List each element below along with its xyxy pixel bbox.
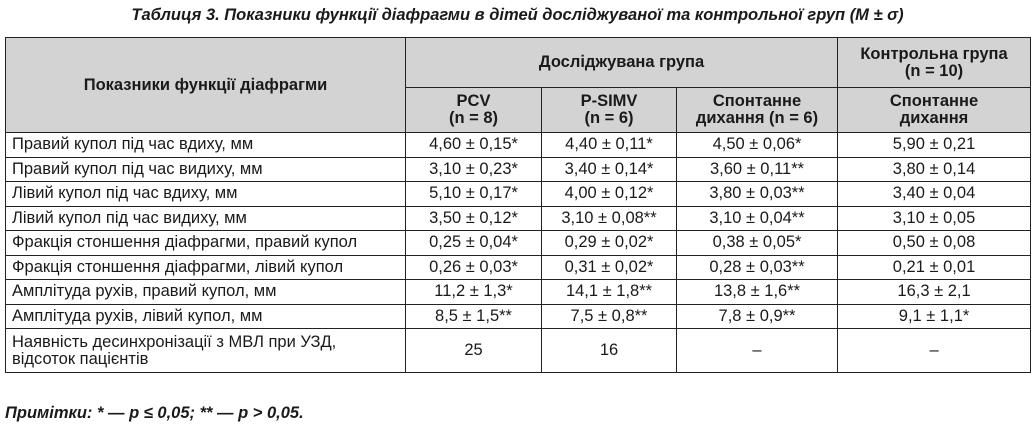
row-label: Амплітуда рухів, правий купол, мм — [6, 280, 406, 305]
table-row — [6, 280, 1031, 305]
row-label: Лівий купол під час вдиху, мм — [6, 182, 406, 207]
table-row — [6, 329, 1031, 373]
diaphragm-function-table — [5, 37, 1031, 373]
cell-value: 13,8 ± 1,6** — [677, 280, 838, 305]
row-label: Амплітуда рухів, лівий купол, мм — [6, 304, 406, 329]
cell-value: 0,28 ± 0,03** — [677, 255, 838, 280]
cell-value: 3,80 ± 0,14 — [838, 157, 1031, 182]
cell-value: 7,5 ± 0,8** — [542, 304, 677, 329]
header-indicator: Показники функції діафрагми — [6, 38, 406, 133]
cell-value: 3,10 ± 0,05 — [838, 206, 1031, 231]
cell-value: 4,40 ± 0,11* — [542, 133, 677, 158]
cell-value: 25 — [406, 329, 542, 373]
table-row — [6, 157, 1031, 182]
row-label: Правий купол під час вдиху, мм — [6, 133, 406, 158]
table-row — [6, 133, 1031, 158]
table-body — [6, 133, 1031, 373]
row-label: Фракція стоншення діафрагми, лівий купол — [6, 255, 406, 280]
cell-value: 3,50 ± 0,12* — [406, 206, 542, 231]
cell-value: 16,3 ± 2,1 — [838, 280, 1031, 305]
cell-value: 3,40 ± 0,14* — [542, 157, 677, 182]
header-spontaneous-control: Спонтанне дихання — [838, 88, 1031, 133]
table-row — [6, 255, 1031, 280]
row-label: Правий купол під час видиху, мм — [6, 157, 406, 182]
cell-value: 4,50 ± 0,06* — [677, 133, 838, 158]
cell-value: 5,10 ± 0,17* — [406, 182, 542, 207]
table-notes: Примітки: * — p ≤ 0,05; ** — p > 0,05. — [5, 404, 304, 422]
table-row — [6, 182, 1031, 207]
cell-value: 3,10 ± 0,23* — [406, 157, 542, 182]
row-label: Лівий купол під час видиху, мм — [6, 206, 406, 231]
cell-value: 0,21 ± 0,01 — [838, 255, 1031, 280]
header-study-group: Досліджувана група — [406, 38, 838, 88]
header-spontaneous-study: Спонтанне дихання (n = 6) — [677, 88, 838, 133]
header-control-group: Контрольна група (n = 10) — [838, 38, 1031, 88]
cell-value: 0,25 ± 0,04* — [406, 231, 542, 256]
cell-value: 0,50 ± 0,08 — [838, 231, 1031, 256]
cell-value: 5,90 ± 0,21 — [838, 133, 1031, 158]
cell-value: 3,40 ± 0,04 — [838, 182, 1031, 207]
cell-value: 3,60 ± 0,11** — [677, 157, 838, 182]
cell-value: 0,38 ± 0,05* — [677, 231, 838, 256]
header-pcv: PCV (n = 8) — [406, 88, 542, 133]
cell-value: 0,29 ± 0,02* — [542, 231, 677, 256]
row-label: Наявність десинхронізації з МВЛ при УЗД, відсоток пацієнтів — [6, 329, 406, 373]
table-caption: Таблиця 3. Показники функції діафрагми в дітей досліджуваної та контрольної груп (M ± σ) — [131, 6, 904, 24]
cell-value: 11,2 ± 1,3* — [406, 280, 542, 305]
table-row — [6, 231, 1031, 256]
cell-value: 3,10 ± 0,04** — [677, 206, 838, 231]
cell-value: 9,1 ± 1,1* — [838, 304, 1031, 329]
cell-value: 8,5 ± 1,5** — [406, 304, 542, 329]
cell-value: – — [838, 329, 1031, 373]
table-row — [6, 304, 1031, 329]
cell-value: 7,8 ± 0,9** — [677, 304, 838, 329]
cell-value: 4,60 ± 0,15* — [406, 133, 542, 158]
cell-value: 0,26 ± 0,03* — [406, 255, 542, 280]
cell-value: 3,10 ± 0,08** — [542, 206, 677, 231]
cell-value: 14,1 ± 1,8** — [542, 280, 677, 305]
cell-value: 0,31 ± 0,02* — [542, 255, 677, 280]
table-row — [6, 206, 1031, 231]
header-p-simv: P-SIMV (n = 6) — [542, 88, 677, 133]
cell-value: – — [677, 329, 838, 373]
row-label: Фракція стоншення діафрагми, правий купол — [6, 231, 406, 256]
cell-value: 16 — [542, 329, 677, 373]
cell-value: 4,00 ± 0,12* — [542, 182, 677, 207]
cell-value: 3,80 ± 0,03** — [677, 182, 838, 207]
